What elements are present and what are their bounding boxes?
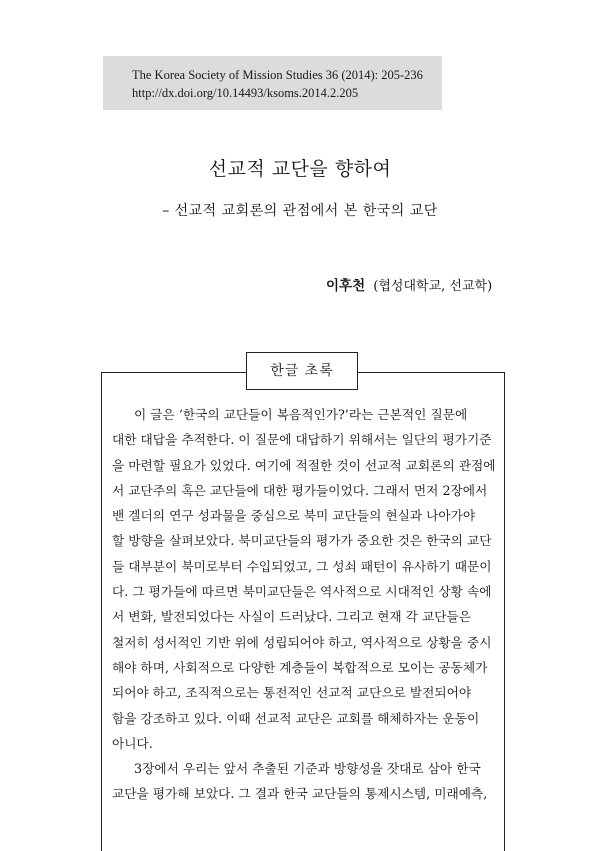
abstract-line: 다. 그 평가들에 따르면 북미교단들은 역사적으로 시대적인 상황 속에 <box>112 584 492 600</box>
abstract-line: 함을 강조하고 있다. 이때 선교적 교단은 교회를 해체하자는 운동이 <box>112 710 480 726</box>
author-name: 이후천 <box>326 278 366 294</box>
abstract-line: 이 글은 ‘한국의 교단들이 복음적인가?’라는 근본적인 질문에 <box>134 407 468 422</box>
abstract-line: 서 변화, 발전되었다는 사실이 드러났다. 그리고 현재 각 교단들은 <box>112 609 471 625</box>
abstract-line: 철저히 성서적인 기반 위에 성립되어야 하고, 역사적으로 상황을 중시 <box>112 634 492 650</box>
abstract-line: 아니다. <box>112 735 153 751</box>
abstract-line: 교단을 평가해 보았다. 그 결과 한국 교단들의 통제시스템, 미래예측, <box>112 786 488 802</box>
abstract-line: 할 방향을 살펴보았다. 북미교단들의 평가가 중요한 것은 한국의 교단 <box>112 533 492 549</box>
journal-citation: The Korea Society of Mission Studies 36 (2014): 205-236 <box>132 68 423 82</box>
article-title: 선교적 교단을 향하여 <box>208 158 392 180</box>
abstract-line: 3장에서 우리는 앞서 추출된 기준과 방향성을 잣대로 삼아 한국 <box>134 761 481 777</box>
article-subtitle: – 선교적 교회론의 관점에서 본 한국의 교단 <box>162 203 438 219</box>
abstract-line: 밴 겔더의 연구 성과물을 중심으로 북미 교단들의 현실과 나아가야 <box>112 508 476 524</box>
abstract-body <box>112 402 495 807</box>
abstract-line: 대한 대답을 추적한다. 이 질문에 대답하기 위해서는 일단의 평가기준 <box>112 432 492 448</box>
doi-link[interactable]: http://dx.doi.org/10.14493/ksoms.2014.2.205 <box>132 86 359 100</box>
abstract-line: 서 교단주의 혹은 교단들에 대한 평가들이었다. 그래서 먼저 2장에서 <box>112 482 488 498</box>
abstract-line: 해야 하며, 사회적으로 다양한 계층들이 복합적으로 모이는 공동체가 <box>112 659 488 675</box>
journal-header <box>103 56 442 110</box>
abstract-line: 되어야 하고, 조직적으로는 통전적인 선교적 교단으로 발전되어야 <box>112 685 472 701</box>
abstract-line: 들 대부분이 북미로부터 수입되었고, 그 성쇠 패턴이 유사하기 때문이 <box>112 558 492 574</box>
author-affiliation: (협성대학교, 선교학) <box>373 279 493 294</box>
abstract-label: 한글 초록 <box>246 352 358 390</box>
author-line <box>326 274 492 294</box>
abstract-line: 을 마련할 필요가 있었다. 여기에 적절한 것이 선교적 교회론의 관점에 <box>112 457 495 473</box>
